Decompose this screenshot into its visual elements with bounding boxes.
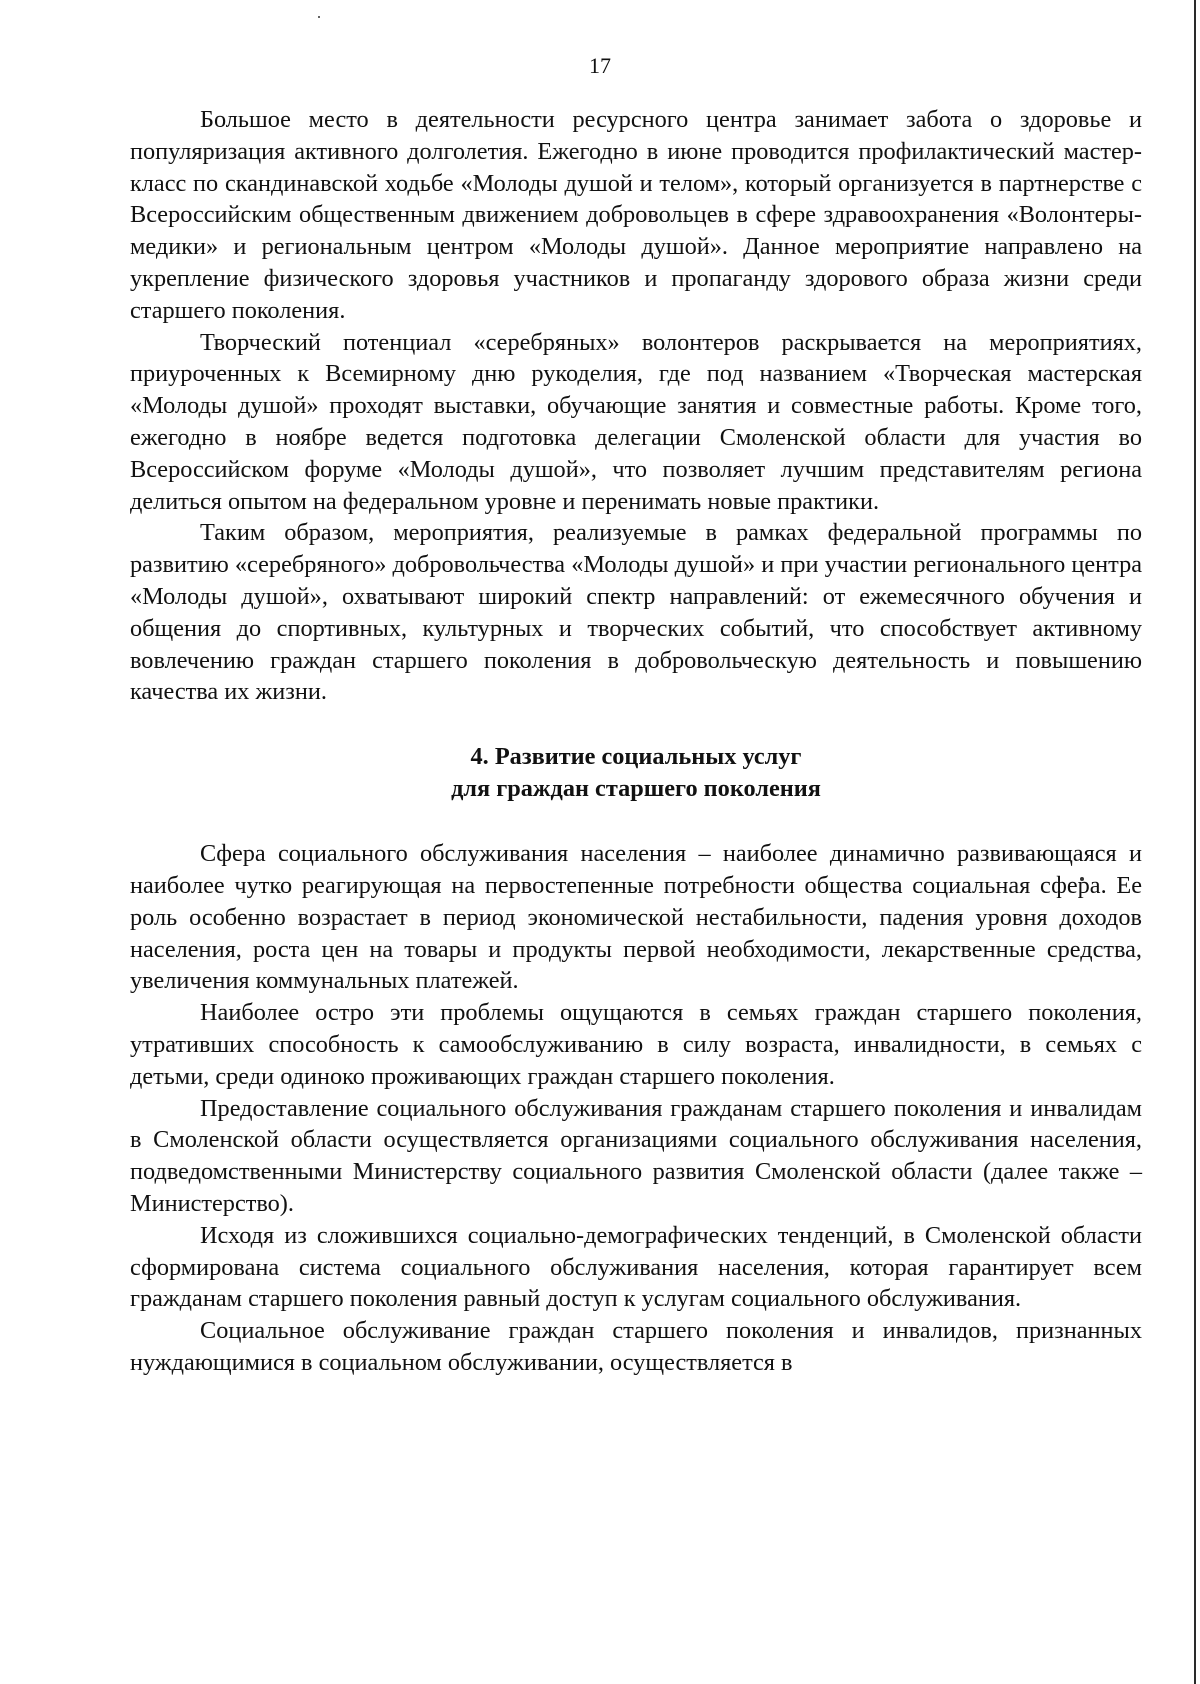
- paragraph-social-sphere: Сфера социального обслуживания населения – наиболее динамично развивающаяся и наиболее чутко реагирующая на первостепенные потребности общества социальная сфера. Ее роль особенно возрастает в период экономической нестабильности, падения уровня доходов населения, роста цен на товары и продукты первой необходимости, лекарственные средства, увеличения коммунальных платежей.: [130, 840, 1142, 995]
- paragraph-summary: Таким образом, мероприятия, реализуемые в рамках федеральной программы по развитию «серебряного» добровольчества «Молоды душой» и при участии регионального центра «Молоды душой», охватывают широкий спектр направлений: от ежемесячного обучения и общения до спортивных, культурных и творческих событий, что способствует активному вовлечению граждан старшего поколения в добровольческую деятельность и повышению качества их жизни.: [130, 519, 1142, 706]
- page-number: 17: [589, 53, 611, 78]
- scan-edge-line: [1194, 0, 1196, 1684]
- paragraph-creative-potential: Творческий потенциал «серебряных» волонтеров раскрывается на мероприятиях, приуроченных к Всемирному дню рукоделия, где под названием «Творческая мастерская «Молоды душой» проходят выставки, обучающие занятия и совместные работы. Кроме того, ежегодно в ноябре ведется подготовка делегации Смоленской области для участия во Всероссийском форуме «Молоды душой», что позволяет лучшим представителям региона делиться опытом на федеральном уровне и перенимать новые практики.: [130, 328, 1142, 515]
- paragraph-service-system: Исходя из сложившихся социально-демографических тенденций, в Смоленской области сформирована система социального обслуживания населения, которая гарантирует всем гражданам старшего поколения равный доступ к услугам социального обслуживания.: [130, 1221, 1142, 1313]
- paragraph-acute-problems: Наиболее остро эти проблемы ощущаются в семьях граждан старшего поколения, утративших способность к самообслуживанию в силу возраста, инвалидности, в семьях с детьми, среди одиноко проживающих граждан старшего поколения.: [130, 999, 1142, 1090]
- document-body: [130, 104, 1142, 1379]
- paragraph-social-service-continued: Социальное обслуживание граждан старшего поколения и инвалидов, признанных нуждающимися в социальном обслуживании, осуществляется в: [130, 1317, 1142, 1376]
- paragraph-health-activities: Большое место в деятельности ресурсного центра занимает забота о здоровье и популяризация активного долголетия. Ежегодно в июне проводится профилактический мастер-класс по скандинавской ходьбе «Молоды душой и телом», который организуется в партнерстве с Всероссийским общественным движением добровольцев в сфере здравоохранения «Волонтеры-медики» и региональным центром «Молоды душой». Данное мероприятие направлено на укрепление физического здоровья участников и пропаганду здорового образа жизни среди старшего поколения.: [130, 106, 1142, 324]
- section-heading-line-1: 4. Развитие социальных услуг: [470, 743, 802, 771]
- section-heading: [130, 741, 1142, 805]
- section-heading-line-2: для граждан старшего поколения: [451, 775, 821, 803]
- scan-speck: [318, 16, 320, 18]
- paragraph-service-provision: Предоставление социального обслуживания гражданам старшего поколения и инвалидам в Смоленской области осуществляется организациями социального обслуживания населения, подведомственными Министерству социального развития Смоленской области (далее также – Министерство).: [130, 1094, 1142, 1217]
